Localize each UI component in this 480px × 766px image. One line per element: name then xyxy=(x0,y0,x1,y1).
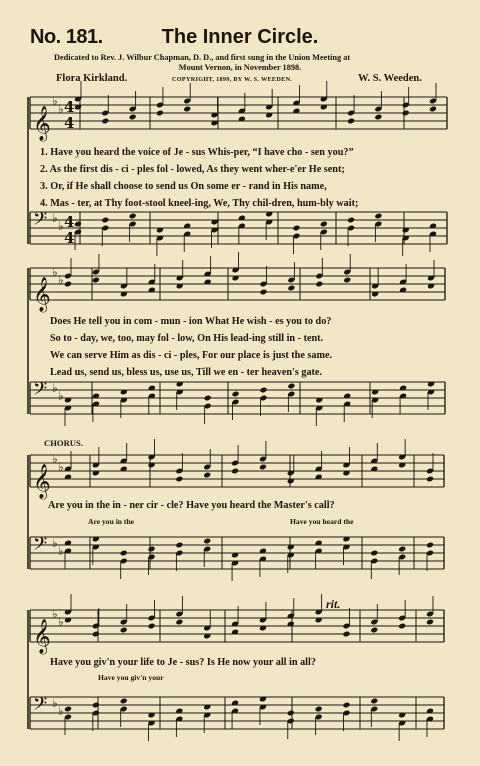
bass-clef-icon: 𝄢 xyxy=(33,379,48,404)
note-head xyxy=(426,476,434,483)
bass-clef-icon: 𝄢 xyxy=(33,694,48,719)
note-head xyxy=(64,281,72,288)
note-head xyxy=(232,391,240,398)
note-head xyxy=(347,118,355,125)
hymn-number: No. 181. xyxy=(30,26,103,48)
note-head xyxy=(374,213,382,220)
bass-clef-icon: 𝄢 xyxy=(33,534,48,559)
note-head xyxy=(342,631,350,638)
composer-credit: W. S. Weeden. xyxy=(358,73,422,84)
verse-3-line-1: 3. Or, if He shall choose to send us On some er - rand in His name, xyxy=(40,181,327,192)
treble-clef-icon: 𝄞 xyxy=(33,619,51,654)
lyricist-credit: Flora Kirkland. xyxy=(56,73,128,84)
flat-icon: ♭ xyxy=(58,102,64,116)
flat-icon: ♭ xyxy=(58,389,64,403)
note-head xyxy=(175,542,183,549)
note-head xyxy=(64,706,72,713)
note-head xyxy=(148,623,156,630)
copyright-notice: COPYRIGHT, 1899, BY W. S. WEEDEN. xyxy=(172,76,293,83)
flat-icon: ♭ xyxy=(52,211,58,225)
note-head xyxy=(175,619,183,626)
note-head xyxy=(320,221,328,228)
note-head xyxy=(398,623,406,630)
time-signature-digit: 4 xyxy=(64,229,75,247)
verse-3-line-2: We can serve Him as dis - ci - ples, For our place is just the same. xyxy=(50,350,333,361)
treble-clef-icon: 𝄞 xyxy=(33,277,51,312)
chorus-label: CHORUS. xyxy=(44,438,83,448)
flat-icon: ♭ xyxy=(52,696,58,710)
flat-icon: ♭ xyxy=(52,607,58,621)
chorus-line-2: Have you giv'n your life to Je - sus? Is He now your all in all? xyxy=(50,657,316,668)
note-head xyxy=(370,698,378,705)
dedication-line-2: Mount Vernon, in November 1898. xyxy=(178,63,302,72)
note-head xyxy=(315,706,323,713)
note-head xyxy=(259,464,267,471)
note-head xyxy=(398,546,406,553)
note-head xyxy=(426,542,434,549)
treble-clef-icon: 𝄞 xyxy=(33,464,51,499)
note-head xyxy=(231,468,239,475)
note-head xyxy=(129,114,137,121)
note-head xyxy=(74,221,82,228)
note-head xyxy=(120,550,128,557)
chorus-bass-lyric-2: Have you giv'n your xyxy=(98,673,164,682)
flat-icon: ♭ xyxy=(58,219,64,233)
note-head xyxy=(148,546,156,553)
note-head xyxy=(429,106,437,113)
note-head xyxy=(426,619,434,626)
flat-icon: ♭ xyxy=(58,273,64,287)
verse-4-line-1: 4. Mas - ter, at Thy foot-stool kneel-ing, We, Thy chil-dren, hum-bly wait; xyxy=(40,198,359,209)
note-head xyxy=(287,383,295,390)
chorus-bass-lyric-right: Have you heard the xyxy=(290,517,354,526)
flat-icon: ♭ xyxy=(52,381,58,395)
flat-icon: ♭ xyxy=(52,94,58,108)
note-head xyxy=(120,627,128,634)
flat-icon: ♭ xyxy=(52,265,58,279)
hymn-title: The Inner Circle. xyxy=(161,26,319,48)
note-head xyxy=(287,285,295,292)
note-head xyxy=(203,472,211,479)
note-head xyxy=(101,118,109,125)
note-head xyxy=(92,277,100,284)
note-head xyxy=(370,627,378,634)
chorus-bass-lyric-left: Are you in the xyxy=(88,517,135,526)
note-head xyxy=(259,289,267,296)
verse-1-line-1: 1. Have you heard the voice of Je - sus Whis-per, “I have cho - sen you?” xyxy=(40,147,354,158)
note-head xyxy=(92,631,100,638)
flat-icon: ♭ xyxy=(58,615,64,629)
note-head xyxy=(342,702,350,709)
bass-clef-icon: 𝄢 xyxy=(33,209,48,234)
dedication-line-1: Dedicated to Rev. J. Wilbur Chapman, D. D., and first sung in the Union Meeting at xyxy=(54,53,351,62)
treble-clef-icon: 𝄞 xyxy=(33,106,51,141)
time-signature-digit: 4 xyxy=(64,114,75,132)
verse-2-line-2: So to - day, we, too, may fol - low, On His lead-ing still in - tent. xyxy=(50,333,324,344)
note-head xyxy=(120,698,128,705)
verse-2-line-1: 2. As the first dis - ci - ples fol - lowed, As they went wher-e'er He sent; xyxy=(40,164,345,175)
note-head xyxy=(92,702,100,709)
note-head xyxy=(203,538,211,545)
flat-icon: ♭ xyxy=(58,544,64,558)
note-head xyxy=(287,710,295,717)
note-head xyxy=(129,213,137,220)
note-head xyxy=(343,277,351,284)
verse-4-line-2: Lead us, send us, bless us, use us, Till we en - ter heaven's gate. xyxy=(50,367,322,378)
flat-icon: ♭ xyxy=(58,704,64,718)
note-head xyxy=(101,217,109,224)
note-head xyxy=(292,225,300,232)
note-head xyxy=(370,550,378,557)
time-signature-digit: 4 xyxy=(64,213,75,231)
note-head xyxy=(374,114,382,121)
time-signature-digit: 4 xyxy=(64,98,75,116)
verse-1-line-2: Does He tell you in com - mun - ion What He wish - es you to do? xyxy=(50,316,332,327)
flat-icon: ♭ xyxy=(52,536,58,550)
flat-icon: ♭ xyxy=(52,452,58,466)
note-head xyxy=(156,110,164,117)
note-head xyxy=(259,387,267,394)
note-head xyxy=(183,106,191,113)
ritardando-mark: rit. xyxy=(326,597,341,611)
chorus-line-1: Are you in the in - ner cir - cle? Have you heard the Master's call? xyxy=(48,500,335,511)
flat-icon: ♭ xyxy=(58,460,64,474)
note-head xyxy=(315,281,323,288)
note-head xyxy=(402,110,410,117)
note-head xyxy=(175,476,183,483)
note-head xyxy=(204,395,212,402)
note-head xyxy=(347,217,355,224)
